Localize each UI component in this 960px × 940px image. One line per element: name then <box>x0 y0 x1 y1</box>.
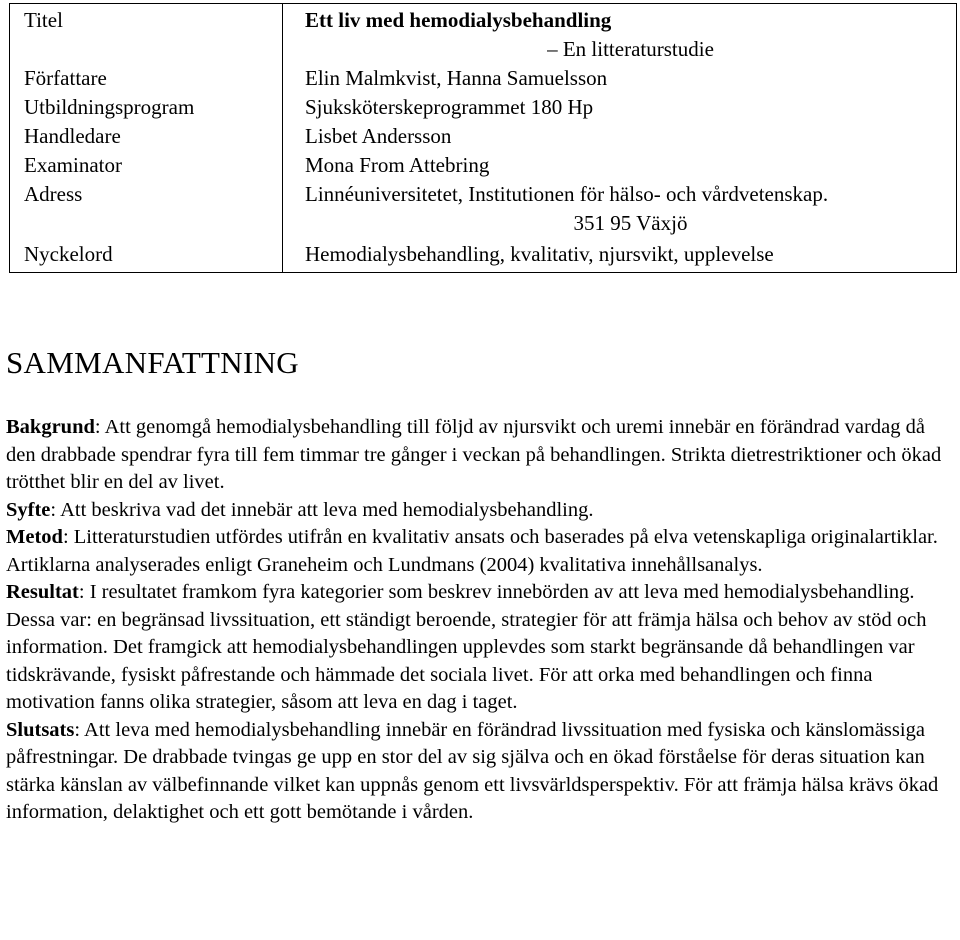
supervisor-label: Handledare <box>10 122 283 151</box>
address-label: Adress <box>10 180 283 238</box>
abstract-body <box>6 414 954 827</box>
authors-value: Elin Malmkvist, Hanna Samuelsson <box>283 64 957 93</box>
method-label: Metod <box>6 526 63 548</box>
abstract-heading: SAMMANFATTNING <box>6 345 299 380</box>
program-row <box>10 93 957 122</box>
background-text: : Att genomgå hemodialysbehandling till följd av njursvikt och uremi innebär en förändrad vardag då den drabbade spendrar fyra till fem timmar tre gånger i veckan på behandlingen. Strikta dietrestriktioner och ökad trötthet blir en del av livet. <box>6 416 942 493</box>
background-label: Bakgrund <box>6 416 95 438</box>
address-cell <box>283 180 957 238</box>
program-label: Utbildningsprogram <box>10 93 283 122</box>
result-label: Resultat <box>6 581 79 603</box>
supervisor-row <box>10 122 957 151</box>
authors-label: Författare <box>10 64 283 93</box>
aim-text: : Att beskriva vad det innebär att leva med hemodialysbehandling. <box>50 498 594 521</box>
examiner-value: Mona From Attebring <box>283 151 957 180</box>
program-value: Sjuksköterskeprogrammet 180 Hp <box>283 93 957 122</box>
keywords-row <box>10 238 957 273</box>
result-text: : I resultatet framkom fyra kategorier som beskrev innebörden av att leva med hemodialysbehandling. Dessa var: en begränsad livssituation, ett ständigt beroende, strategier för att främja hälsa och behov av stöd och information. Det framgick att hemodialysbehandlingen upplevdes som starkt begränsande då behandlingen var tidskrävande, fysiskt påfrestande och hämmade det sociala livet. För att orka med behandlingen och finna motivation fanns olika strategier, såsom att leva en dag i taget. <box>6 581 927 713</box>
supervisor-value: Lisbet Andersson <box>283 122 957 151</box>
thesis-metadata-table <box>9 3 957 273</box>
method-text: : Litteraturstudien utfördes utifrån en kvalitativ ansats och baserades på elva vetenskapliga originalartiklar. Artiklarna analyserades enligt Graneheim och Lundmans (2004) kvalitativa innehållsanalys. <box>6 526 938 576</box>
address-line1: Linnéuniversitetet, Institutionen för hälso- och vårdvetenskap. <box>305 182 829 206</box>
method-paragraph <box>6 524 954 579</box>
address-line2: 351 95 Växjö <box>573 211 688 235</box>
address-row <box>10 180 957 238</box>
keywords-value: Hemodialysbehandling, kvalitativ, njursvikt, upplevelse <box>283 238 957 273</box>
title-row <box>10 4 957 65</box>
thesis-title: Ett liv med hemodialysbehandling <box>305 8 612 32</box>
title-label: Titel <box>10 4 283 65</box>
conclusion-label: Slutsats <box>6 718 75 741</box>
thesis-subtitle: – En litteraturstudie <box>547 37 714 61</box>
conclusion-paragraph <box>6 717 954 827</box>
conclusion-text: : Att leva med hemodialysbehandling innebär en förändrad livssituation med fysiska och känslomässiga påfrestningar. De drabbade tvingas ge upp en stor del av sig själva och en ökad förståelse för deras situation kan stärka känslan av välbefinnande vilket kan uppnås genom ett livsvärldsperspektiv. För att främja hälsa krävs ökad information, delaktighet och ett gott bemötande i vården. <box>6 718 939 823</box>
authors-row <box>10 64 957 93</box>
examiner-label: Examinator <box>10 151 283 180</box>
aim-paragraph <box>6 497 954 525</box>
background-paragraph <box>6 414 954 497</box>
title-cell <box>283 4 957 65</box>
keywords-label: Nyckelord <box>10 238 283 273</box>
result-paragraph <box>6 579 954 717</box>
aim-label: Syfte <box>6 498 51 521</box>
examiner-row <box>10 151 957 180</box>
